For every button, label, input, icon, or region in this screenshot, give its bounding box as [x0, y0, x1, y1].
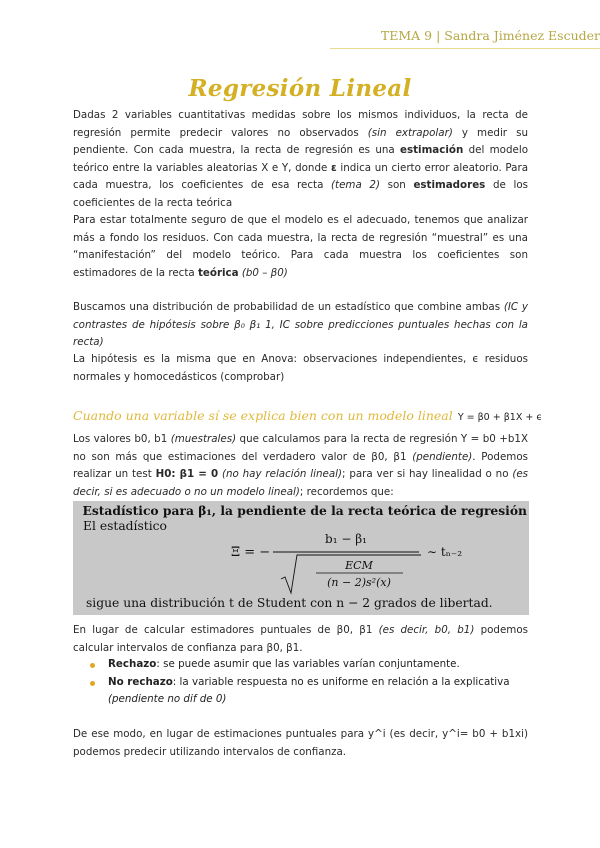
epsilon-symbol: ε	[330, 161, 337, 174]
text: que calculamos para la recta de regresión Y = b0 +b1X no son más que estimaciones del verdadero valor de β0, β1	[73, 433, 529, 463]
paragraph-residuals	[73, 212, 528, 282]
section-heading	[73, 405, 543, 424]
text-italic: (pendiente)	[412, 450, 473, 463]
text: Dadas 2 variables cuantitativas medidas sobre los mismos individuos, la recta de regresión permite predecir valores no observados	[73, 109, 528, 139]
text-italic: (tema 2)	[331, 179, 380, 192]
list-item	[90, 656, 528, 674]
bullet-label: Rechazo	[108, 658, 157, 670]
text: y medir su pendiente. Con cada muestra, la recta de regresión es una	[73, 126, 528, 157]
text: . Podemos realizar un test	[73, 450, 528, 481]
text-italic: (muestrales)	[170, 433, 237, 445]
page-title: Regresión Lineal	[188, 75, 412, 102]
formula-numerator: b₁ − β₁	[325, 532, 367, 546]
text: Los valores b0, b1	[73, 433, 171, 445]
paragraph-test	[73, 431, 528, 501]
text: podemos calcular intervalos de confianza para β0, β1.	[73, 624, 528, 654]
paragraph-prediction	[73, 726, 528, 761]
header-text: TEMA 9 | Sandra Jiménez Escuder	[380, 28, 600, 43]
formula-lhs: Ξ = −	[231, 545, 271, 560]
bullet-note: (pendiente no dif de 0)	[108, 693, 227, 706]
text: La hipótesis es la misma que en Anova: observaciones independientes, ϵ residuos normales y homocedásticos (comprobar)	[73, 353, 528, 383]
paragraph-distribution	[73, 299, 528, 352]
formula-denominator: (n − 2)s²(x)	[327, 576, 391, 589]
theorem-conclusion: sigue una distribución t de Student con n − 2 grados de libertad.	[86, 596, 493, 610]
text-bold: H0: β1 = 0	[155, 468, 219, 481]
text: De ese modo, en lugar de estimaciones puntuales para y^i (es decir, y^i= b0 + b1xi) podemos predecir utilizando intervalos de confianza.	[73, 728, 528, 758]
text: de los coeficientes de la recta teórica	[73, 179, 528, 209]
text: Para estar totalmente seguro de que el modelo es el adecuado, tenemos que analizar más a fondo los residuos. Con cada muestra, la recta de regresión “muestral” es una “manifestación” del modelo teórico. Para cada muestra los coeficientes son estimadores de la recta	[73, 214, 528, 279]
text-italic: (es decir, b0, b1)	[378, 624, 475, 636]
statistic-formula	[231, 525, 491, 595]
bullet-text: : la variable respuesta no es uniforme en relación a la explicativa	[172, 675, 510, 688]
paragraph-intervals	[73, 622, 528, 657]
text-bold: estimadores	[413, 179, 486, 192]
bullet-icon	[90, 681, 95, 686]
text: En lugar de calcular estimadores puntuales de β0, β1	[73, 624, 379, 636]
text-bold: teórica	[197, 266, 239, 279]
text-italic: (no hay relación lineal)	[221, 468, 343, 481]
text: ; para ver si hay linealidad o no	[342, 468, 513, 481]
text-italic: (b0 – β0)	[238, 266, 288, 279]
page-header	[0, 26, 600, 48]
theorem-title: Estadístico para β₁, la pendiente de la recta teórica de regresión	[82, 503, 527, 518]
formula-ecm: ECM	[345, 559, 373, 572]
list-item	[90, 674, 528, 709]
bullet-label: No rechazo	[108, 675, 173, 688]
text: son	[379, 179, 414, 192]
text: indica un cierto error aleatorio. Para cada muestra, los coeficientes de esa recta	[73, 161, 529, 192]
text-italic: (IC y contrastes de hipótesis sobre β₀ β₁ 1, IC sobre predicciones puntuales hechas con la recta)	[73, 301, 528, 349]
text: del modelo teórico entre la variables aleatorias X e Y, donde	[73, 144, 528, 174]
text: Buscamos una distribución de probabilidad de un estadístico que combine ambas	[73, 301, 504, 313]
decision-list	[90, 656, 528, 709]
section-heading-text: Cuando una variable sí se explica bien con un modelo lineal	[73, 408, 453, 423]
theorem-box	[73, 501, 529, 615]
paragraph-intro	[73, 107, 528, 213]
header-rule	[330, 48, 600, 49]
text-bold: estimación	[400, 144, 464, 157]
model-equation: Y = β0 + β1X + ϵ	[457, 412, 543, 423]
formula-rhs: ∼ tₙ₋₂	[427, 545, 463, 559]
text-italic: (es decir, si es adecuado o no un modelo lineal)	[73, 468, 529, 498]
text-italic: (sin extrapolar)	[367, 126, 453, 139]
paragraph-hypothesis	[73, 351, 528, 386]
bullet-text: : se puede asumir que las variables varían conjuntamente.	[156, 658, 460, 670]
theorem-intro: El estadístico	[83, 519, 167, 533]
text: ; recordemos que:	[299, 485, 394, 498]
bullet-icon	[90, 663, 95, 668]
